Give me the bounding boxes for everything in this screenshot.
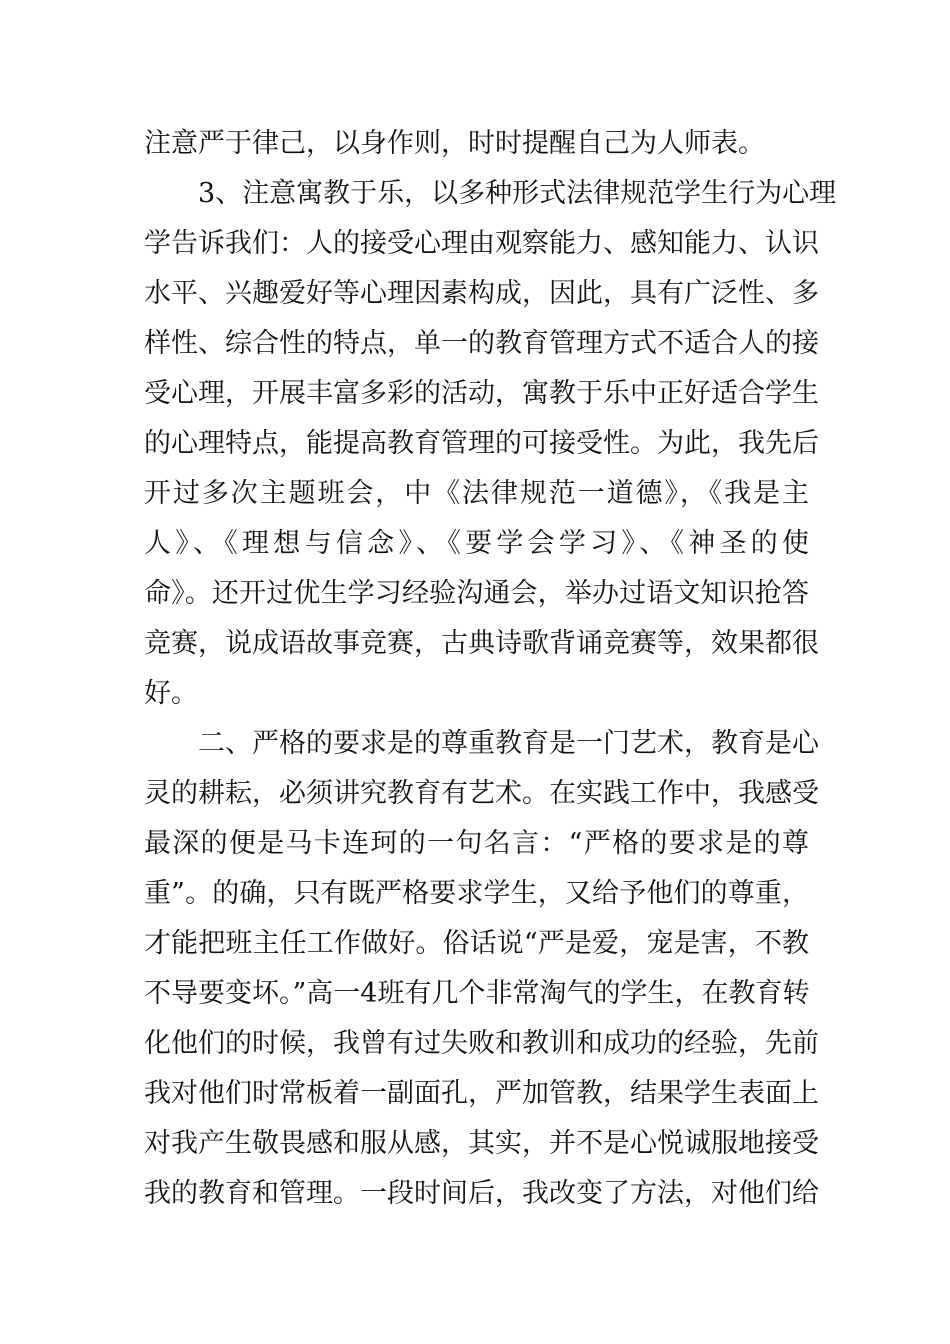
text-line-11: 竞赛，说成语故事竞赛，古典诗歌背诵竞赛等，效果都很 [144,628,819,659]
text-line-19: 化他们的时候，我曾有过失败和教训和成功的经验，先前 [144,1028,819,1059]
text-line-16: 重”。的确，只有既严格要求学生，又给予他们的尊重， [144,878,809,909]
text-line-4: 水平、兴趣爱好等心理因素构成，因此，具有广泛性、多 [144,278,819,309]
text-line-1: 注意严于律己，以身作则，时时提醒自己为人师表。 [144,128,765,159]
text-line-15: 最深的便是马卡连珂的一句名言：“严格的要求是的尊 [144,828,809,859]
text-line-22: 我的教育和管理。一段时间后，我改变了方法，对他们给 [144,1178,819,1209]
text-line-13: 二、严格的要求是的尊重教育是一门艺术，教育是心 [198,728,819,759]
text-line-18: 不导要变坏。”高一4班有几个非常淘气的学生，在教育转 [144,978,810,1009]
text-line-8: 开过多次主题班会，中《法律规范一道德》，《我是主 [144,478,809,509]
text-line-14: 灵的耕耘，必须讲究教育有艺术。在实践工作中，我感受 [144,778,819,809]
text-line-20: 我对他们时常板着一副面孔，严加管教，结果学生表面上 [144,1078,819,1109]
text-line-9: 人》、《理想与信念》、《要学会学习》、《神圣的使 [144,528,809,559]
text-line-5: 样性、综合性的特点，单一的教育管理方式不适合人的接 [144,328,819,359]
text-line-12: 好。 [144,678,198,709]
text-line-3: 学告诉我们：人的接受心理由观察能力、感知能力、认识 [144,228,819,259]
text-line-6: 受心理，开展丰富多彩的活动，寓教于乐中正好适合学生 [144,378,819,409]
text-line-10: 命》。还开过优生学习经验沟通会，举办过语文知识抢答 [144,578,809,609]
text-line-21: 对我产生敬畏感和服从感，其实，并不是心悦诚服地接受 [144,1128,819,1159]
text-line-17: 才能把班主任工作做好。俗话说“严是爱，宠是害，不教 [144,928,809,959]
text-line-7: 的心理特点，能提高教育管理的可接受性。为此，我先后 [144,428,819,459]
text-line-2: 3、注意寓教于乐，以多种形式法律规范学生行为心理 [198,178,837,209]
